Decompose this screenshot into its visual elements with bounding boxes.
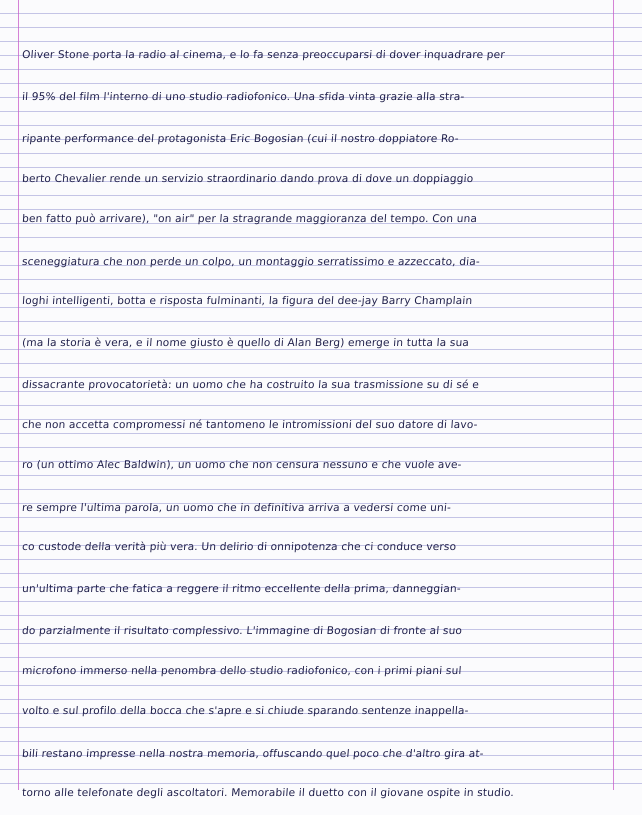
text-line: microfono immerso nella penombra dello studio radiofonico, con i primi piani sul bbox=[21, 665, 462, 677]
text-line: il 95% del film l'interno di uno studio radiofonico. Una sfida vinta grazie alla stra- bbox=[21, 91, 465, 103]
text-line: Oliver Stone porta la radio al cinema, e lo fa senza preoccuparsi di dover inquadrare per bbox=[21, 49, 506, 61]
text-line: sceneggiatura che non perde un colpo, un montaggio serratissimo e azzeccato, dia- bbox=[21, 256, 481, 268]
text-line: loghi intelligenti, botta e risposta fulminanti, la figura del dee-jay Barry Champlain bbox=[21, 295, 473, 307]
text-line: co custode della verità più vera. Un delirio di onnipotenza che ci conduce verso bbox=[21, 541, 457, 553]
text-line: che non accetta compromessi né tantomeno le intromissioni del suo datore di lavo- bbox=[21, 419, 479, 431]
text-line: (ma la storia è vera, e il nome giusto è quello di Alan Berg) emerge in tutta la sua bbox=[21, 337, 470, 349]
text-line: ro (un ottimo Alec Baldwin), un uomo che non censura nessuno e che vuole ave- bbox=[21, 459, 463, 471]
text-line: berto Chevalier rende un servizio straordinario dando prova di dove un doppiaggio bbox=[21, 173, 474, 185]
text-line: torno alle telefonate degli ascoltatori. Memorabile il duetto con il giovane ospite in studio. bbox=[21, 787, 515, 799]
text-line: ben fatto può arrivare), "on air" per la stragrande maggioranza del tempo. Con una bbox=[21, 213, 478, 225]
handwritten-review-text bbox=[22, 36, 618, 815]
text-line: volto e sul profilo della bocca che s'apre e si chiude sparando sentenze inappella- bbox=[21, 705, 469, 717]
text-line: un'ultima parte che fatica a reggere il ritmo eccellente della prima, danneggian- bbox=[21, 583, 462, 595]
text-line: bili restano impresse nella nostra memoria, offuscando quel poco che d'altro gira at- bbox=[21, 748, 485, 760]
left-margin-rule bbox=[18, 0, 19, 790]
text-line: re sempre l'ultima parola, un uomo che in definitiva arriva a vedersi come uni- bbox=[21, 502, 452, 514]
text-line: ripante performance del protagonista Eric Bogosian (cui il nostro doppiatore Ro- bbox=[21, 133, 460, 145]
text-line: do parzialmente il risultato complessivo. L'immagine di Bogosian di fronte al suo bbox=[21, 625, 463, 637]
text-line: dissacrante provocatorietà: un uomo che ha costruito la sua trasmissione su di sé e bbox=[21, 379, 480, 391]
